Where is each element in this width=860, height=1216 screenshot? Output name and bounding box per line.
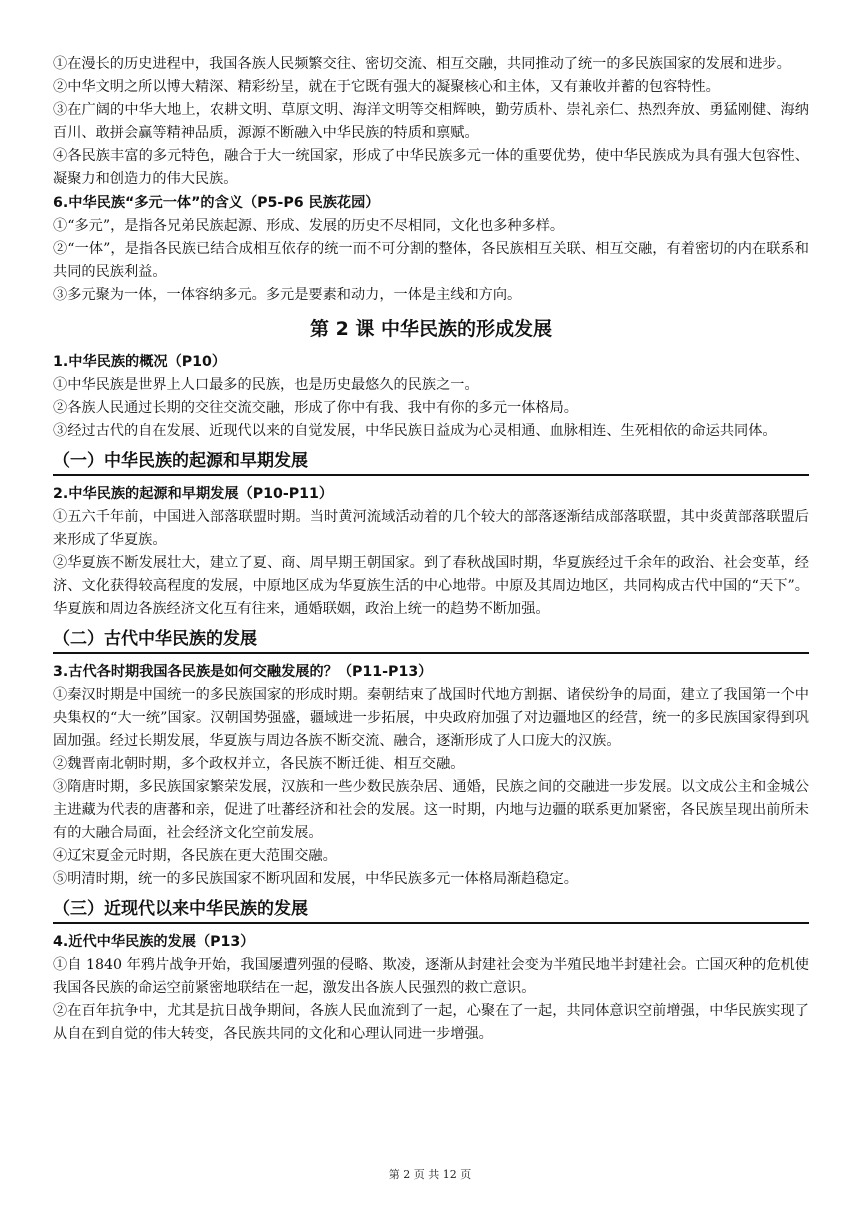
paragraph: ②在百年抗争中，尤其是抗日战争期间，各族人民血流到了一起，心聚在了一起，共同体意识空前增强，中华民族实现了从自在到自觉的伟大转变，各民族共同的文化和心理认同进一步增强。 [53, 1003, 809, 1042]
paragraph: ②“一体”，是指各民族已结合成相互依存的统一而不可分割的整体，各民族相互关联、相互交融，有着密切的内在联系和共同的民族利益。 [53, 241, 809, 280]
question-heading: 3.古代各时期我国各民族是如何交融发展的？（P11-P13） [53, 664, 433, 680]
paragraph: ③隋唐时期，多民族国家繁荣发展，汉族和一些少数民族杂居、通婚，民族之间的交融进一步发展。以文成公主和金城公主进藏为代表的唐蕃和亲，促进了吐蕃经济和社会的发展。这一时期，内地与边疆的联系更加紧密，各民族呈现出前所未有的大融合局面，社会经济文化空前发展。 [53, 779, 809, 841]
paragraph: ④辽宋夏金元时期，各民族在更大范围交融。 [53, 848, 337, 864]
paragraph: ③在广阔的中华大地上，农耕文明、草原文明、海洋文明等交相辉映，勤劳质朴、崇礼亲仁、热烈奔放、勇猛刚健、海纳百川、敢拼会赢等精神品质，源源不断融入中华民族的特质和禀赋。 [53, 102, 809, 141]
paragraph: ②中华文明之所以博大精深、精彩纷呈，就在于它既有强大的凝聚核心和主体，又有兼收并蓄的包容特性。 [53, 79, 720, 95]
paragraph: ①自 1840 年鸦片战争开始，我国屡遭列强的侵略、欺凌，逐渐从封建社会变为半殖民地半封建社会。亡国灭种的危机使我国各民族的命运空前紧密地联结在一起，激发出各族人民强烈的救亡意识。 [53, 957, 809, 996]
question-heading: 6.中华民族“多元一体”的含义（P5-P6 民族花园） [53, 195, 380, 211]
paragraph: ①在漫长的历史进程中，我国各族人民频繁交往、密切交流、相互交融，共同推动了统一的多民族国家的发展和进步。 [53, 56, 791, 72]
section-heading: （三）近现代以来中华民族的发展 [53, 897, 809, 924]
page-footer: 第 2 页 共 12 页 [388, 1168, 472, 1181]
paragraph: ②华夏族不断发展壮大，建立了夏、商、周早期王朝国家。到了春秋战国时期，华夏族经过千余年的政治、社会变革，经济、文化获得较高程度的发展，中原地区成为华夏族生活的中心地带。中原及其周边地区，共同构成古代中国的“天下”。华夏族和周边各族经济文化互有往来，通婚联姻，政治上统一的趋势不断加强。 [53, 555, 809, 617]
paragraph: ①中华民族是世界上人口最多的民族，也是历史最悠久的民族之一。 [53, 377, 479, 393]
paragraph: ①五六千年前，中国进入部落联盟时期。当时黄河流域活动着的几个较大的部落逐渐结成部落联盟，其中炎黄部落联盟后来形成了华夏族。 [53, 509, 809, 548]
document-page [53, 53, 809, 1046]
question-heading: 1.中华民族的概况（P10） [53, 354, 227, 370]
section-heading: （一）中华民族的起源和早期发展 [53, 449, 809, 476]
lesson-title: 第 2 课 中华民族的形成发展 [309, 318, 553, 340]
question-heading: 4.近代中华民族的发展（P13） [53, 934, 255, 950]
paragraph: ①秦汉时期是中国统一的多民族国家的形成时期。秦朝结束了战国时代地方割据、诸侯纷争的局面，建立了我国第一个中央集权的“大一统”国家。汉朝国势强盛，疆域进一步拓展，中央政府加强了对边疆地区的经营，统一的多民族国家得到巩固加强。经过长期发展，华夏族与周边各族不断交流、融合，逐渐形成了人口庞大的汉族。 [53, 687, 809, 749]
paragraph: ③多元聚为一体，一体容纳多元。多元是要素和动力，一体是主线和方向。 [53, 287, 522, 303]
paragraph: ⑤明清时期，统一的多民族国家不断巩固和发展，中华民族多元一体格局渐趋稳定。 [53, 871, 578, 887]
paragraph: ③经过古代的自在发展、近现代以来的自觉发展，中华民族日益成为心灵相通、血脉相连、生死相依的命运共同体。 [53, 423, 777, 439]
paragraph: ②魏晋南北朝时期，多个政权并立，各民族不断迁徙、相互交融。 [53, 756, 465, 772]
section-heading: （二）古代中华民族的发展 [53, 627, 809, 654]
paragraph: ②各族人民通过长期的交往交流交融，形成了你中有我、我中有你的多元一体格局。 [53, 400, 578, 416]
question-heading: 2.中华民族的起源和早期发展（P10-P11） [53, 486, 334, 502]
paragraph: ①“多元”，是指各兄弟民族起源、形成、发展的历史不尽相同，文化也多种多样。 [53, 218, 565, 234]
paragraph: ④各民族丰富的多元特色，融合于大一统国家，形成了中华民族多元一体的重要优势，使中华民族成为具有强大包容性、凝聚力和创造力的伟大民族。 [53, 148, 809, 187]
